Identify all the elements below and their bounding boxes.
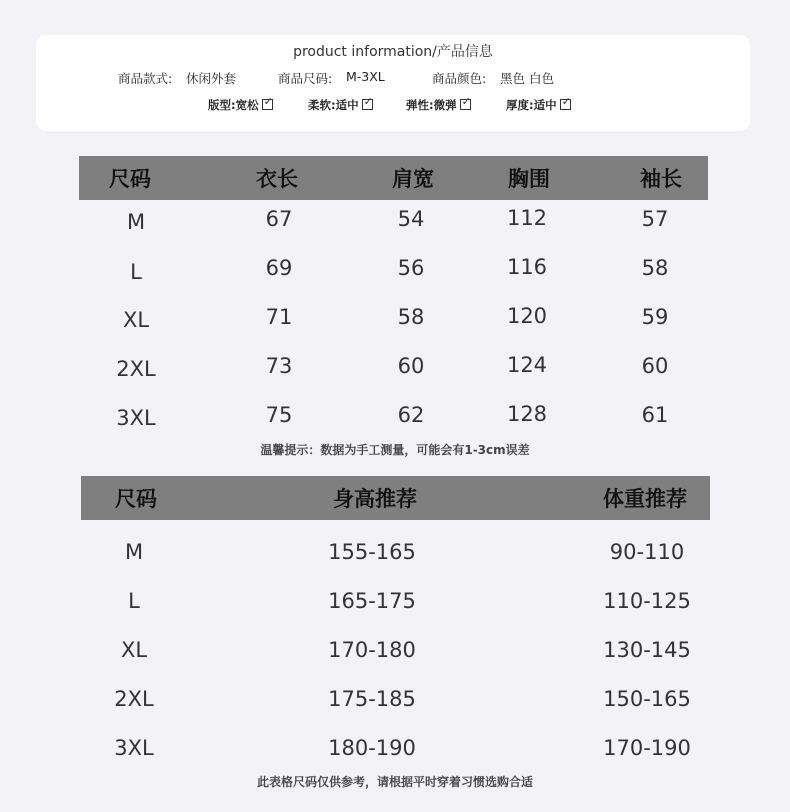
size-header-sleeve: 袖长 bbox=[640, 167, 682, 191]
table-cell: 60 bbox=[397, 354, 425, 378]
checkbox-icon bbox=[262, 99, 273, 110]
size-value: M-3XL bbox=[346, 69, 385, 84]
table-cell: M bbox=[124, 540, 144, 564]
table-cell: 165-175 bbox=[328, 589, 416, 613]
attribute-label: 弹性: bbox=[406, 98, 434, 112]
color-label: 商品颜色: bbox=[432, 71, 487, 86]
table-cell: 60 bbox=[641, 354, 669, 378]
attribute-fit bbox=[208, 97, 273, 113]
color-value: 黑色 白色 bbox=[500, 71, 554, 86]
size-header-size: 尺码 bbox=[109, 167, 151, 191]
product-info-card bbox=[36, 35, 750, 131]
reference-note: 此表格尺码仅供参考，请根据平时穿着习惯选购合适 bbox=[256, 775, 533, 789]
table-cell: 155-165 bbox=[328, 540, 416, 564]
size-table-header bbox=[79, 156, 708, 200]
table-cell: 71 bbox=[265, 305, 293, 329]
product-info-title: product information/产品信息 bbox=[293, 44, 493, 60]
attribute-softness bbox=[308, 97, 373, 113]
table-cell: L bbox=[128, 589, 140, 613]
table-cell: 73 bbox=[265, 354, 293, 378]
attribute-elasticity bbox=[406, 97, 471, 113]
attribute-value: 适中 bbox=[533, 98, 557, 112]
checkbox-icon bbox=[362, 99, 373, 110]
table-cell: 2XL bbox=[114, 687, 154, 711]
size-header-shoulder: 肩宽 bbox=[392, 167, 434, 191]
checkbox-icon bbox=[560, 99, 571, 110]
table-cell: 54 bbox=[397, 207, 425, 231]
table-cell: 3XL bbox=[116, 406, 156, 430]
table-cell: 130-145 bbox=[603, 638, 691, 662]
table-cell: 112 bbox=[506, 206, 548, 230]
size-header-length: 衣长 bbox=[256, 167, 298, 191]
table-cell: 180-190 bbox=[328, 736, 416, 760]
table-cell: 58 bbox=[641, 256, 669, 280]
rec-header-height: 身高推荐 bbox=[333, 487, 417, 511]
size-header-chest: 胸围 bbox=[508, 167, 550, 191]
table-cell: XL bbox=[122, 308, 150, 332]
table-cell: 110-125 bbox=[603, 589, 691, 613]
style-value: 休闲外套 bbox=[186, 71, 237, 86]
table-cell: 61 bbox=[641, 403, 669, 427]
table-cell: 150-165 bbox=[603, 687, 691, 711]
style-label: 商品款式: bbox=[118, 71, 173, 86]
table-cell: 56 bbox=[397, 256, 425, 280]
table-cell: 69 bbox=[265, 256, 293, 280]
attribute-value: 微弹 bbox=[433, 98, 457, 112]
table-cell: 170-180 bbox=[328, 638, 416, 662]
rec-header-size: 尺码 bbox=[115, 487, 157, 511]
attribute-thickness bbox=[506, 97, 571, 113]
measurement-note: 温馨提示：数据为手工测量，可能会有1-3cm误差 bbox=[260, 443, 530, 457]
attribute-value: 宽松 bbox=[235, 98, 259, 112]
table-cell: 57 bbox=[641, 207, 669, 231]
attribute-label: 厚度: bbox=[506, 98, 534, 112]
table-cell: M bbox=[126, 210, 146, 234]
table-cell: 67 bbox=[265, 207, 293, 231]
table-cell: 120 bbox=[506, 304, 548, 328]
table-cell: 124 bbox=[506, 353, 548, 377]
checkbox-icon bbox=[460, 99, 471, 110]
table-cell: 170-190 bbox=[603, 736, 691, 760]
table-cell: 59 bbox=[641, 305, 669, 329]
table-cell: 75 bbox=[265, 403, 293, 427]
table-cell: 175-185 bbox=[328, 687, 416, 711]
attribute-label: 柔软: bbox=[308, 98, 336, 112]
recommendation-table-header bbox=[81, 476, 710, 520]
table-cell: 58 bbox=[397, 305, 425, 329]
size-label: 商品尺码: bbox=[278, 71, 333, 86]
table-cell: 3XL bbox=[114, 736, 154, 760]
table-cell: 90-110 bbox=[609, 540, 685, 564]
rec-header-weight: 体重推荐 bbox=[603, 487, 687, 511]
table-cell: 128 bbox=[506, 402, 548, 426]
table-cell: XL bbox=[120, 638, 148, 662]
attribute-label: 版型: bbox=[208, 98, 236, 112]
table-cell: 2XL bbox=[116, 357, 156, 381]
table-cell: 62 bbox=[397, 403, 425, 427]
attribute-value: 适中 bbox=[335, 98, 359, 112]
table-cell: L bbox=[130, 260, 142, 284]
table-cell: 116 bbox=[506, 255, 548, 279]
